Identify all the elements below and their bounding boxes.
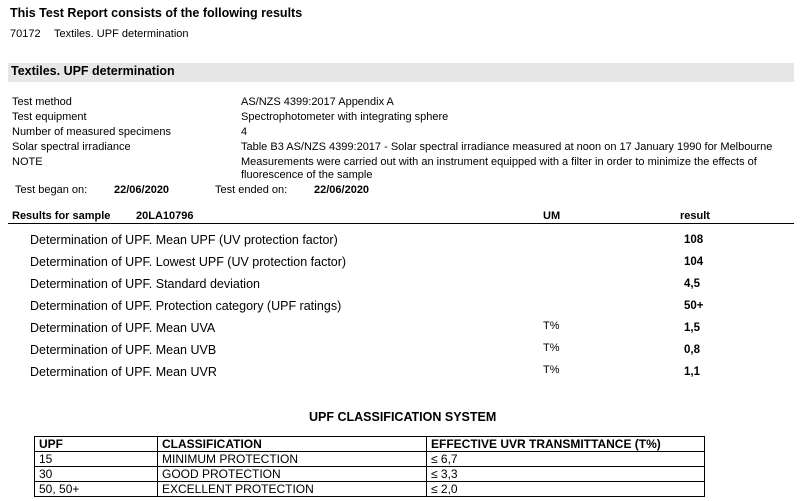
section-title: Textiles. UPF determination [11, 64, 175, 78]
table-cell-classification: MINIMUM PROTECTION [158, 452, 427, 467]
classification-title: UPF CLASSIFICATION SYSTEM [309, 410, 497, 424]
result-row-label: Determination of UPF. Mean UVR [30, 365, 217, 379]
results-sample-id: 20LA10796 [136, 210, 194, 222]
info-label-test-equipment: Test equipment [12, 111, 87, 123]
info-label-irradiance: Solar spectral irradiance [12, 141, 131, 153]
table-cell-transmittance: ≤ 6,7 [427, 452, 705, 467]
results-result-header: result [680, 210, 710, 222]
table-row [35, 482, 705, 497]
test-began-label: Test began on: [15, 184, 88, 196]
classification-table [34, 436, 705, 497]
info-value-specimens: 4 [241, 126, 248, 138]
result-row-label: Determination of UPF. Mean UVB [30, 343, 217, 357]
info-value-note: Measurements were carried out with an instrument equipped with a filter in order to minimize the effects of [241, 156, 757, 168]
result-row-label: Determination of UPF. Mean UVA [30, 321, 216, 335]
table-cell-upf: 30 [35, 467, 158, 482]
info-value-test-method: AS/NZS 4399:2017 Appendix A [241, 96, 394, 108]
report-heading: This Test Report consists of the following results [10, 6, 303, 20]
result-row-value: 108 [684, 234, 704, 246]
test-ended-label: Test ended on: [215, 184, 288, 196]
result-row-label: Determination of UPF. Standard deviation [30, 277, 260, 291]
table-cell-upf: 50, 50+ [35, 482, 158, 497]
table-cell-classification: EXCELLENT PROTECTION [158, 482, 427, 497]
table-row [35, 452, 705, 467]
result-row-value: 1,5 [684, 322, 700, 334]
section-header-bar [8, 63, 794, 82]
summary-code: 70172 [10, 28, 41, 40]
classification-header-transmittance: EFFECTIVE UVR TRANSMITTANCE (T%) [427, 437, 705, 452]
info-value-irradiance: Table B3 AS/NZS 4399:2017 - Solar spectral irradiance measured at noon on 17 January 1990 for Melbourne [241, 141, 773, 153]
test-ended-value: 22/06/2020 [314, 184, 370, 196]
test-began-value: 22/06/2020 [114, 184, 170, 196]
info-label-note: NOTE [12, 156, 43, 168]
table-cell-transmittance: ≤ 3,3 [427, 467, 705, 482]
classification-header-classification: CLASSIFICATION [158, 437, 427, 452]
results-header-label: Results for sample [12, 210, 111, 222]
result-row-um: T% [543, 364, 560, 376]
info-value-note-line2: fluorescence of the sample [241, 169, 373, 181]
results-um-header: UM [543, 210, 561, 222]
result-row-label: Determination of UPF. Protection category (UPF ratings) [30, 299, 342, 313]
result-row-value: 50+ [684, 300, 704, 312]
table-cell-transmittance: ≤ 2,0 [427, 482, 705, 497]
result-row-um: T% [543, 342, 560, 354]
table-cell-classification: GOOD PROTECTION [158, 467, 427, 482]
summary-text: Textiles. UPF determination [54, 28, 189, 40]
result-row-value: 4,5 [684, 278, 700, 290]
result-row-um: T% [543, 320, 560, 332]
table-cell-upf: 15 [35, 452, 158, 467]
info-label-test-method: Test method [12, 96, 72, 108]
result-row-value: 1,1 [684, 366, 700, 378]
table-row [35, 467, 705, 482]
result-row-value: 104 [684, 256, 704, 268]
classification-header-upf: UPF [35, 437, 158, 452]
results-header-rule [8, 223, 794, 224]
result-row-value: 0,8 [684, 344, 700, 356]
result-row-label: Determination of UPF. Lowest UPF (UV protection factor) [30, 255, 347, 269]
classification-header-row [35, 437, 705, 452]
info-value-test-equipment: Spectrophotometer with integrating sphere [241, 111, 449, 123]
info-label-specimens: Number of measured specimens [12, 126, 171, 138]
result-row-label: Determination of UPF. Mean UPF (UV protection factor) [30, 233, 338, 247]
